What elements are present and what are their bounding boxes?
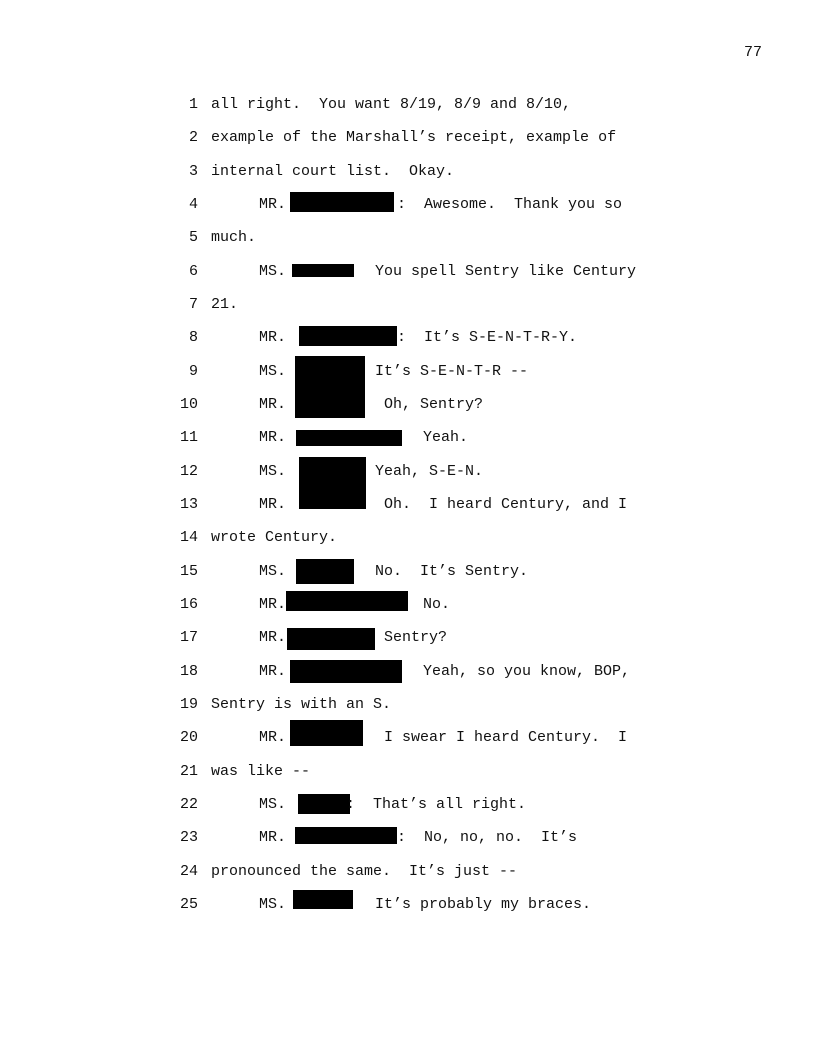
line-text: No. It’s Sentry. — [375, 563, 529, 580]
redaction-box — [296, 430, 402, 446]
line-number: 10 — [179, 396, 198, 413]
line-text: Oh. I heard Century, and I — [384, 496, 628, 513]
line-number: 4 — [188, 196, 198, 213]
line-text: : It’s S-E-N-T-R-Y. — [397, 329, 578, 346]
speaker-label: MS. — [259, 796, 287, 813]
redaction-box — [290, 660, 402, 683]
line-text: Yeah, so you know, BOP, — [423, 663, 631, 680]
line-text: all right. You want 8/19, 8/9 and 8/10, — [211, 96, 572, 113]
redaction-box — [295, 827, 397, 844]
redaction-box — [296, 559, 354, 584]
line-text: Sentry is with an S. — [211, 696, 392, 713]
redaction-box — [290, 720, 363, 746]
line-text: example of the Marshall’s receipt, example of — [211, 129, 617, 146]
line-text: Oh, Sentry? — [384, 396, 484, 413]
line-number: 24 — [179, 863, 198, 880]
line-text: pronounced the same. It’s just -- — [211, 863, 518, 880]
line-number: 19 — [179, 696, 198, 713]
line-text: Yeah, S-E-N. — [375, 463, 484, 480]
line-number: 13 — [179, 496, 198, 513]
speaker-label: MR. — [259, 196, 287, 213]
line-text: much. — [211, 229, 257, 246]
redaction-box — [290, 192, 394, 212]
speaker-label: MR. — [259, 663, 287, 680]
line-number: 7 — [188, 296, 198, 313]
line-text: Sentry? — [384, 629, 448, 646]
line-number: 15 — [179, 563, 198, 580]
speaker-label: MS. — [259, 363, 287, 380]
page-number: 77 — [744, 44, 763, 61]
line-text: It’s S-E-N-T-R -- — [375, 363, 529, 380]
line-number: 2 — [188, 129, 198, 146]
line-number: 17 — [179, 629, 198, 646]
redaction-box — [286, 591, 408, 611]
line-number: 11 — [179, 429, 198, 446]
line-number: 22 — [179, 796, 198, 813]
line-text: : No, no, no. It’s — [397, 829, 578, 846]
redaction-box — [298, 794, 350, 814]
line-text: It’s probably my braces. — [375, 896, 592, 913]
line-text: : That’s all right. — [346, 796, 527, 813]
line-number: 18 — [179, 663, 198, 680]
line-text: internal court list. Okay. — [211, 163, 455, 180]
line-number: 21 — [179, 763, 198, 780]
speaker-label: MR. — [259, 496, 287, 513]
redaction-box — [295, 356, 365, 418]
speaker-label: MS. — [259, 896, 287, 913]
line-number: 16 — [179, 596, 198, 613]
line-text: You spell Sentry like Century — [375, 263, 637, 280]
line-number: 12 — [179, 463, 198, 480]
speaker-label: MR. — [259, 729, 287, 746]
redaction-box — [299, 326, 397, 346]
speaker-label: MR. — [259, 596, 287, 613]
line-number: 1 — [188, 96, 198, 113]
line-number: 8 — [188, 329, 198, 346]
line-number: 23 — [179, 829, 198, 846]
speaker-label: MR. — [259, 429, 287, 446]
speaker-label: MR. — [259, 329, 287, 346]
line-text: I swear I heard Century. I — [384, 729, 628, 746]
line-text: was like -- — [211, 763, 311, 780]
redaction-box — [293, 890, 353, 909]
line-number: 25 — [179, 896, 198, 913]
redaction-box — [287, 628, 375, 650]
speaker-label: MS. — [259, 463, 287, 480]
line-number: 20 — [179, 729, 198, 746]
line-text: No. — [423, 596, 451, 613]
speaker-label: MR. — [259, 396, 287, 413]
line-text: : Awesome. Thank you so — [397, 196, 623, 213]
line-number: 14 — [179, 529, 198, 546]
line-text: Yeah. — [423, 429, 469, 446]
speaker-label: MS. — [259, 263, 287, 280]
speaker-label: MS. — [259, 563, 287, 580]
speaker-label: MR. — [259, 829, 287, 846]
redaction-box — [292, 264, 354, 277]
redaction-box — [299, 457, 366, 509]
line-number: 9 — [188, 363, 198, 380]
line-number: 5 — [188, 229, 198, 246]
line-number: 6 — [188, 263, 198, 280]
line-text: wrote Century. — [211, 529, 338, 546]
line-text: 21. — [211, 296, 239, 313]
line-number: 3 — [188, 163, 198, 180]
speaker-label: MR. — [259, 629, 287, 646]
